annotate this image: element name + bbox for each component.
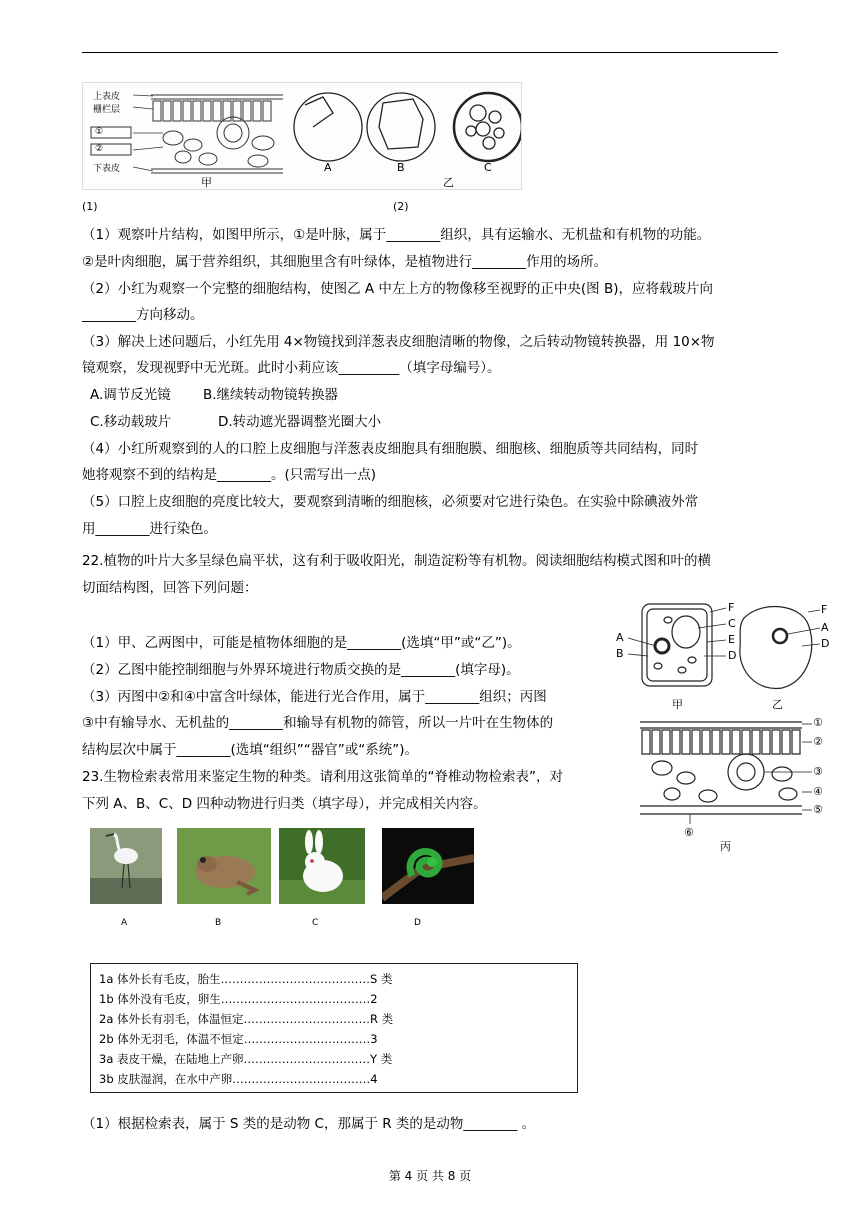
cells-leaf-drawing (612, 598, 830, 860)
yi-label-b: B (397, 161, 405, 174)
q21-option-a: A.调节反光镜 (90, 387, 171, 403)
q22-intro-2: 切面结构图，回答下列问题： (82, 580, 258, 596)
vertebrate-key-table (90, 963, 578, 1093)
q21-2b: ________方向移动。 (82, 307, 204, 323)
photo-label-a: A (121, 918, 128, 928)
photo-snake (382, 828, 474, 904)
yi-cell-label-a: A (821, 621, 829, 634)
photo-label-d: D (414, 918, 421, 928)
rabbit-drawing (279, 828, 365, 904)
q21-3a: （3）解决上述问题后，小红先用 4×物镜找到洋葱表皮细胞清晰的物像，之后转动物镜转换器，用 10×物 (82, 334, 715, 350)
jia-cell-label-b: B (616, 647, 624, 660)
yi-cell-label-f: F (821, 603, 828, 616)
q21-option-c: C.移动载玻片 (90, 414, 172, 430)
bing-label-1: ① (813, 716, 823, 729)
jia-label-2: ② (95, 144, 104, 154)
key-line-2b: 2b 体外无羽毛，体温不恒定……………………………3 (99, 1032, 378, 1046)
header-rule (82, 52, 778, 53)
page-footer: 第 4 页 共 8 页 (388, 1169, 472, 1183)
q23-1: （1）根据检索表，属于 S 类的是动物 C，那属于 R 类的是动物________ 。 (82, 1116, 536, 1132)
jia-label-upper: 上表皮 (93, 92, 121, 102)
q22-intro-1: 22.植物的叶片大多呈绿色扁平状，这有利于吸收阳光，制造淀粉等有机物。阅读细胞结构模式图和叶的横 (82, 553, 711, 569)
leaf-microscope-drawing (83, 83, 521, 189)
photo-label-c: C (312, 918, 319, 928)
yi-caption: 乙 (443, 176, 454, 189)
key-line-1b: 1b 体外没有毛皮，卵生…………………………………2 (99, 992, 378, 1006)
q21-3b: 镜观察，发现视野中无光斑。此时小莉应该_________（填字母编号）。 (82, 360, 501, 376)
jia-label-1: ① (95, 127, 104, 137)
yi-cell-caption: 乙 (772, 698, 783, 711)
photo-egret (90, 828, 162, 904)
q21-1b: ②是叶肉细胞，属于营养组织，其细胞里含有叶绿体，是植物进行________作用的场所。 (82, 254, 608, 270)
bing-caption: 丙 (720, 840, 731, 853)
jia-cell-label-e: E (728, 633, 735, 646)
jia-caption: 甲 (201, 176, 212, 189)
q21-5a: （5）口腔上皮细胞的亮度比较大，要观察到清晰的细胞核，必须要对它进行染色。在实验中除碘液外常 (82, 494, 699, 510)
yi-label-a: A (324, 161, 332, 174)
q23-intro-1: 23.生物检索表常用来鉴定生物的种类。请利用这张简单的“脊椎动物检索表”，对 (82, 769, 563, 785)
q21-2a: （2）小红为观察一个完整的细胞结构，使图乙 A 中左上方的物像移至视野的正中央(图 B)，应将载玻片向 (82, 281, 713, 297)
figure-leaf-microscope (82, 82, 522, 190)
jia-label-lower: 下表皮 (93, 164, 121, 174)
key-line-3a: 3a 表皮干燥，在陆地上产卵……………………………Y 类 (99, 1052, 393, 1066)
key-line-1a: 1a 体外长有毛皮，胎生…………………………………S 类 (99, 972, 393, 986)
bing-label-4: ④ (813, 785, 823, 798)
yi-cell-label-d: D (821, 637, 830, 650)
q22-2: （2）乙图中能控制细胞与外界环境进行物质交换的是________(填字母)。 (82, 662, 520, 678)
bing-label-3: ③ (813, 765, 823, 778)
jia-cell-label-a: A (616, 631, 624, 644)
q22-3b: ③中有输导水、无机盐的________和输导有机物的筛管，所以一片叶在生物体的 (82, 715, 554, 731)
q22-3c: 结构层次中属于________(选填“组织”“器官”或“系统”)。 (82, 742, 418, 758)
q21-5b: 用________进行染色。 (82, 521, 217, 537)
photo-label-b: B (215, 918, 222, 928)
jia-cell-caption: 甲 (672, 698, 683, 711)
key-line-2a: 2a 体外长有羽毛，体温恒定……………………………R 类 (99, 1012, 394, 1026)
jia-cell-label-d: D (728, 649, 737, 662)
egret-drawing (90, 828, 162, 904)
photo-frog (177, 828, 271, 904)
bing-label-2: ② (813, 735, 823, 748)
figure-cells-leaf (612, 598, 830, 860)
jia-label-palisade: 栅栏层 (93, 105, 121, 115)
photo-rabbit (279, 828, 365, 904)
bing-label-5: ⑤ (813, 803, 823, 816)
q21-option-d: D.转动遮光器调整光圈大小 (218, 414, 382, 430)
snake-drawing (382, 828, 474, 904)
key-line-3b: 3b 皮肤湿润，在水中产卵………………………………4 (99, 1072, 378, 1086)
q22-1: （1）甲、乙两图中，可能是植物体细胞的是________(选填“甲”或“乙”)。 (82, 635, 521, 651)
jia-cell-label-f: F (728, 601, 735, 614)
figure1-label-1: (1) (82, 200, 98, 213)
q21-4a: （4）小红所观察到的人的口腔上皮细胞与洋葱表皮细胞具有细胞膜、细胞核、细胞质等共同结构，同时 (82, 441, 699, 457)
q23-intro-2: 下列 A、B、C、D 四种动物进行归类（填字母），并完成相关内容。 (82, 796, 487, 812)
frog-drawing (177, 828, 271, 904)
q22-3a: （3）丙图中②和④中富含叶绿体，能进行光合作用，属于________组织；丙图 (82, 689, 547, 705)
figure1-label-2: (2) (393, 200, 409, 213)
jia-cell-label-c: C (728, 617, 736, 630)
yi-label-c: C (484, 161, 492, 174)
q21-1a: （1）观察叶片结构，如图甲所示，①是叶脉，属于________组织，具有运输水、无机盐和有机物的功能。 (82, 227, 711, 243)
q21-4b: 她将观察不到的结构是________。(只需写出一点) (82, 467, 377, 483)
bing-label-6: ⑥ (684, 826, 694, 839)
q21-option-b: B.继续转动物镜转换器 (203, 387, 339, 403)
